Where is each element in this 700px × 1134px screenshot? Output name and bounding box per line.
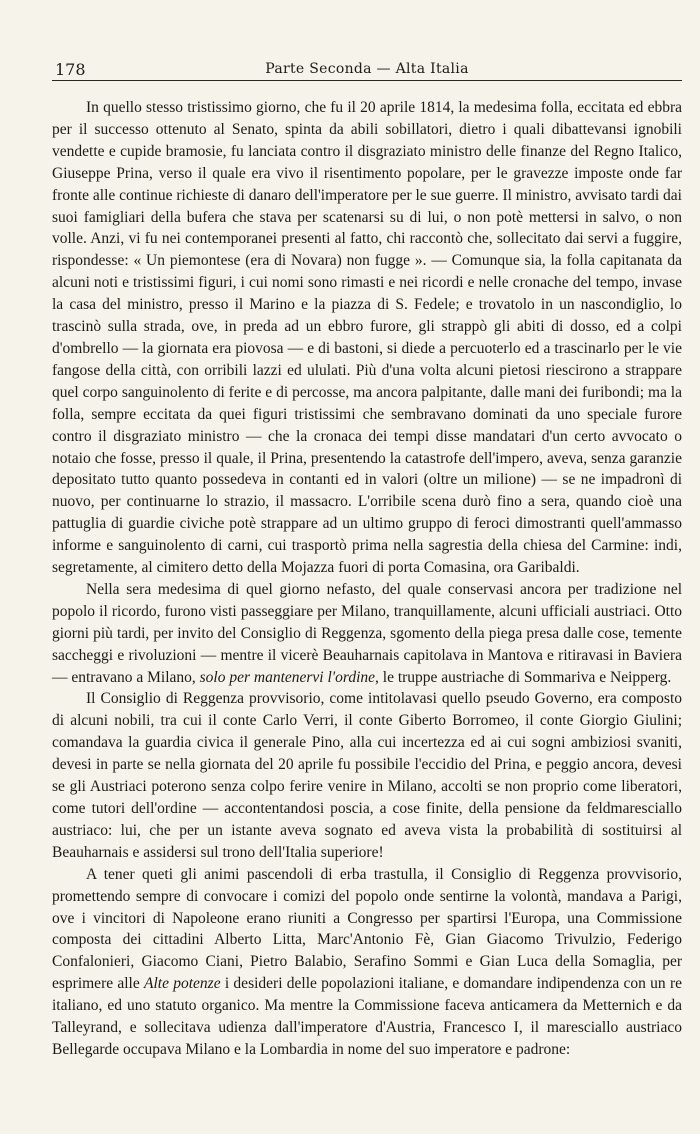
page-number: 178: [55, 60, 86, 79]
paragraph-prina-massacre: In quello stesso tristissimo giorno, che fu il 20 aprile 1814, la medesima folla, eccitata ed ebbra per il successo ottenuto al Senato, spinta da abili sobillatori, dietro i quali dibattevansi ignobili vendette e cupide bramosie, fu lanciata contro il disgraziato ministro delle finanze del Regno Italico, Giuseppe Prina, verso il quale era vivo il risentimento popolare, per le gravezze imposte onde far fronte alle continue richieste di danaro dell'imperatore per le sue guerre. Il ministro, avvisato tardi dai suoi famigliari della bufera che stava per scatenarsi su di lui, o non potè mettersi in salvo, o non volle. Anzi, vi fu nei contemporanei presenti al fatto, chi raccontò che, sollecitato dai servi a fuggire, rispondesse: « Un piemontese (era di Novara) non fugge ». — Comunque sia, la folla capitanata da alcuni noti e tristissimi figuri, i cui nomi sono rimasti e nei ricordi e nelle cronache del tempo, invase la casa del ministro, presso il Marino e la piazza di S. Fedele; e trovatolo in un nascondiglio, lo trascinò sulla strada, ove, in preda ad un ebbro furore, gli strappò gli abiti di dosso, ed a colpi d'ombrello — la giornata era piovosa — e di bastoni, si diede a percuoterlo ed a trascinarlo per le vie fangose della città, con orribili lazzi ed ululati. Più d'una volta alcuni pietosi riescirono a strappare quel corpo sanguinolento di ferite e di percosse, ma ancora palpitante, dalle mani dei furibondi; ma la folla, sempre eccitata da quei figuri tristissimi che sembravano dominati da uno speciale furore contro il disgraziato ministro — che la cronaca dei tempi disse mandatari d'un certo avvocato o notaio che fosse, presso il quale, il Prina, presentendo la catastrofe dell'impero, aveva, senza garanzie depositato tutto quanto possedeva in contanti ed in valori (oltre un milione) — se ne impadronì di nuovo, per continuarne lo strazio, il massacro. L'orribile scena durò fino a sera, quando cioè una pattuglia di guardie civiche potè strappare ad un ultimo gruppo di feroci dimostranti quell'ammasso informe e sanguinolento di carni, cui trasportò prima nella sagrestia della chiesa del Carmine: indi, segretamente, al cimitero detto della Mojazza fuori di porta Comasina, ora Garibaldi.: [52, 99, 682, 577]
paragraph-text: , le truppe austriache di Sommariva e Neipperg.: [375, 668, 672, 686]
paragraph-text: i desideri delle popolazioni italiane, e domandare indipendenza con un re italiano, ed uno statuto organico. Ma mentre la Commissione faceva anticamera da Metternich e da Talleyrand, e sollecitava udienza dall'imperatore d'Austria, Francesco I, il maresciallo austriaco Bellegarde occupava Milano e la Lombardia in nome del suo imperatore e padrone:: [52, 975, 682, 1058]
italic-phrase: Alte potenze: [144, 975, 221, 993]
paragraph-text: Nella sera medesima di quel giorno nefasto, del quale conservasi ancora per tradizione nel popolo il ricordo, furono visti passeggiare per Milano, tranquillamente, alcuni ufficiali austriaci. Otto giorni più tardi, per invito del Consiglio di Reggenza, sgomento della piega presa dalle cose, temente saccheggi e rivoluzioni — mentre il vicerè Beauharnais capitolava in Mantova e ritiravasi in Baviera — entravano a Milano,: [52, 580, 682, 686]
paragraph-paris-commission: [52, 864, 682, 1061]
running-head: Parte Seconda — Alta Italia: [265, 61, 469, 77]
book-page: [52, 58, 682, 1061]
paragraph-austrian-entry: [52, 579, 682, 689]
paragraph-text: A tener queti gli animi pascendoli di erba trastulla, il Consiglio di Reggenza provvisorio, promettendo sempre di convocare i comizi del popolo onde sentirne la volontà, mandava a Parigi, ove i vincitori di Napoleone erano riuniti a Congresso per spartirsi l'Europa, una Commissione composta dei cittadini Alberto Litta, Marc'Antonio Fè, Gian Giacomo Trivulzio, Federigo Confalonieri, Giacomo Ciani, Pietro Balabio, Serafino Sommi e Gian Luca della Somaglia, per esprimere alle: [52, 865, 682, 993]
italic-phrase: solo per mantenervi l'ordine: [199, 668, 376, 686]
body-text: [52, 97, 682, 1061]
page-header: [52, 58, 682, 81]
paragraph-regency-council: Il Consiglio di Reggenza provvisorio, come intitolavasi quello pseudo Governo, era composto di alcuni nobili, tra cui il conte Carlo Verri, il conte Giberto Borromeo, il conte Giorgio Giulini; comandava la guardia civica il generale Pino, alla cui incertezza ed ai cui sogni ambiziosi svaniti, devesi in parte se nella giornata del 20 aprile fu possibile l'eccidio del Prina, e peggio ancora, devesi se gli Austriaci poterono senza colpo ferire venire in Milano, accolti se non proprio come liberatori, come tutori dell'ordine — accontentandosi poscia, a cose finite, della pensione da feldmaresciallo austriaco: lui, che per un istante aveva sognato ed aveva vista la probabilità di sostituirsi al Beauharnais e assidersi sul trono dell'Italia superiore!: [52, 690, 682, 861]
